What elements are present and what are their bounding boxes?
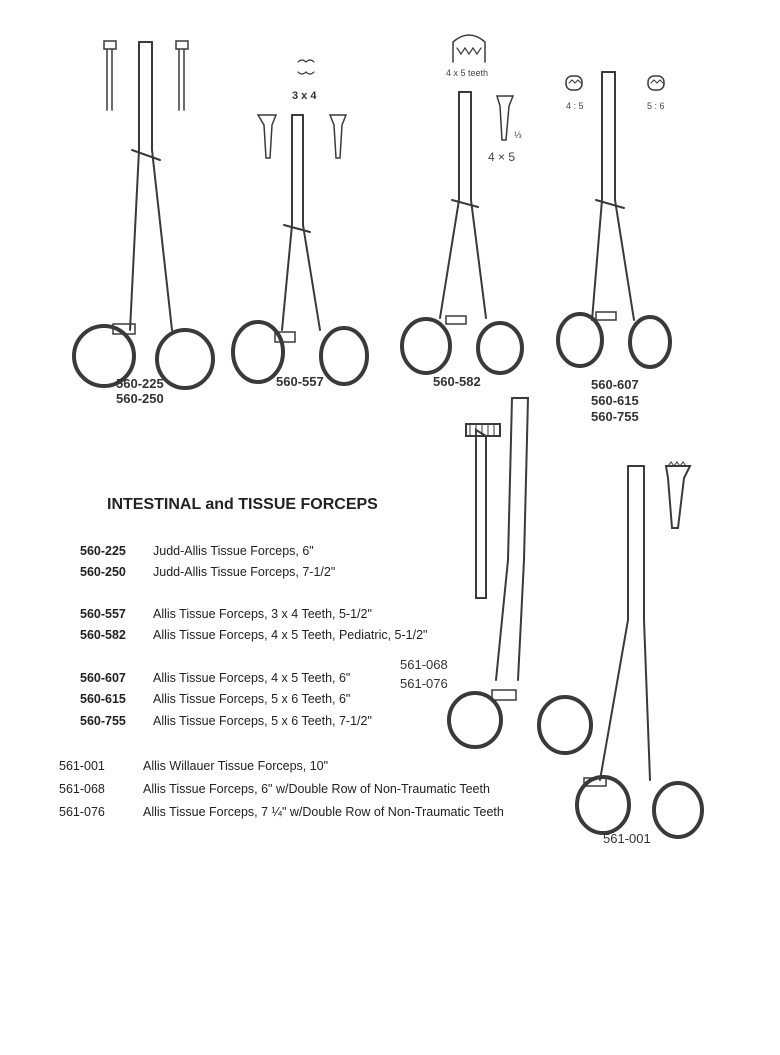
catalog-desc: Allis Tissue Forceps, 4 x 5 Teeth, 6" bbox=[153, 671, 351, 685]
label-560-582: 560-582 bbox=[433, 374, 481, 389]
catalog-code: 560-755 bbox=[80, 714, 126, 728]
forceps-560-607-image bbox=[558, 72, 670, 367]
catalog-code: 560-225 bbox=[80, 544, 126, 558]
label-560-607: 560-607 bbox=[591, 377, 639, 392]
label-560-755: 560-755 bbox=[591, 409, 639, 424]
label-561-068: 561-068 bbox=[400, 657, 448, 672]
catalog-desc: Judd-Allis Tissue Forceps, 6" bbox=[153, 544, 314, 558]
teeth-label-fraction: ⅓ bbox=[514, 130, 522, 140]
catalog-desc: Allis Willauer Tissue Forceps, 10" bbox=[143, 759, 329, 773]
catalog-desc: Allis Tissue Forceps, 6" w/Double Row of Non-Traumatic Teeth bbox=[143, 782, 490, 796]
catalog-code: 560-615 bbox=[80, 692, 126, 706]
forceps-560-225-image bbox=[74, 42, 213, 388]
catalog-code: 560-557 bbox=[80, 607, 126, 621]
label-560-225: 560-225 bbox=[116, 376, 164, 391]
catalog-code: 560-582 bbox=[80, 628, 126, 642]
catalog-desc: Allis Tissue Forceps, 3 x 4 Teeth, 5-1/2" bbox=[153, 607, 372, 621]
forceps-560-557-image bbox=[233, 115, 367, 384]
catalog-desc: Allis Tissue Forceps, 5 x 6 Teeth, 6" bbox=[153, 692, 351, 706]
label-560-615: 560-615 bbox=[591, 393, 639, 408]
teeth-label-3x4: 3 x 4 bbox=[292, 90, 317, 102]
label-561-001: 561-001 bbox=[603, 831, 651, 846]
jaw-detail-560-582 bbox=[453, 35, 513, 140]
catalog-desc: Allis Tissue Forceps, 5 x 6 Teeth, 7-1/2" bbox=[153, 714, 372, 728]
label-560-557: 560-557 bbox=[276, 374, 324, 389]
label-560-250: 560-250 bbox=[116, 391, 164, 406]
page-title: INTESTINAL and TISSUE FORCEPS bbox=[107, 496, 378, 513]
catalog-desc: Judd-Allis Tissue Forceps, 7-1/2" bbox=[153, 565, 336, 579]
catalog-code: 560-250 bbox=[80, 565, 126, 579]
forceps-561-068-image bbox=[449, 398, 591, 753]
catalog-code: 561-068 bbox=[59, 782, 105, 796]
teeth-label-4x5-side: 4 × 5 bbox=[488, 150, 516, 164]
forceps-560-582-image bbox=[402, 92, 522, 373]
teeth-label-4-5: 4 : 5 bbox=[566, 101, 584, 111]
catalog-code: 561-001 bbox=[59, 759, 105, 773]
catalog-code: 561-076 bbox=[59, 805, 105, 819]
jaw-detail-560-225 bbox=[104, 41, 188, 110]
label-561-076: 561-076 bbox=[400, 676, 448, 691]
catalog-code: 560-607 bbox=[80, 671, 126, 685]
teeth-label-4x5-top: 4 x 5 teeth bbox=[446, 68, 489, 78]
forceps-561-001-image bbox=[577, 462, 702, 837]
catalog-desc: Allis Tissue Forceps, 7 ¼" w/Double Row of Non-Traumatic Teeth bbox=[143, 805, 504, 819]
teeth-label-5-6: 5 : 6 bbox=[647, 101, 665, 111]
catalog-desc: Allis Tissue Forceps, 4 x 5 Teeth, Pediatric, 5-1/2" bbox=[153, 628, 428, 642]
